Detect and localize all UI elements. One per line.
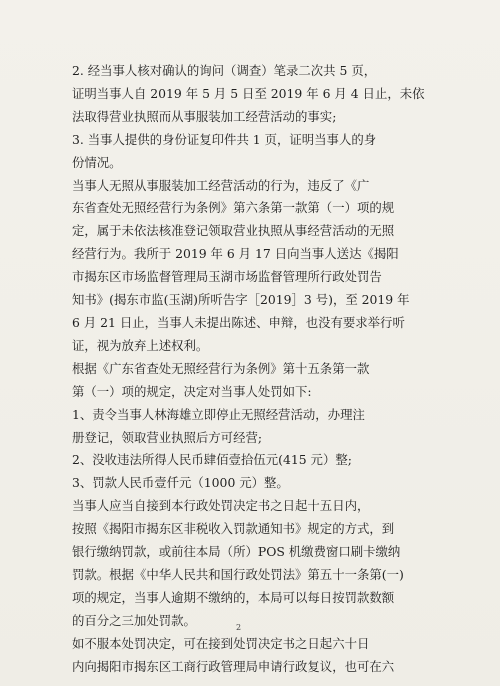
text-line: 定，属于未依法核准登记领取营业执照从事经营活动的无照 <box>72 223 395 239</box>
text-line: 3、罚款人民币壹仟元（1000 元）整。 <box>72 475 289 491</box>
text-line: 3. 当事人提供的身份证复印件共 1 页，证明当事人的身 <box>72 131 377 147</box>
text-line: 项的规定，当事人逾期不缴纳的，本局可以每日按罚款数额 <box>72 589 395 605</box>
text-line: 2、没收违法所得人民币肆佰壹拾伍元(415 元）整; <box>72 452 352 468</box>
text-line: 当事人应当自接到本行政处罚决定书之日起十五日内， <box>72 498 370 514</box>
text-line: 如不服本处罚决定，可在接到处罚决定书之日起六十日 <box>72 635 370 651</box>
text-line: 6 月 21 日止，当事人未提出陈述、申辩，也没有要求举行听 <box>72 314 405 330</box>
document-body <box>72 60 442 678</box>
text-line: 2. 经当事人核对确认的询问（调查）笔录二次共 5 页， <box>72 63 377 78</box>
text-line: 市揭东区市场监督管理局玉湖市场监督管理所行政处罚告 <box>72 269 382 285</box>
text-line: 内向揭阳市揭东区工商行政管理局申请行政复议，也可在六 <box>72 658 395 674</box>
text-line: 份情况。 <box>72 154 122 170</box>
text-line: 东省查处无照经营行为条例》第六条第一款第（一）项的规 <box>72 200 395 216</box>
text-line: 当事人无照从事服装加工经营活动的行为，违反了《广 <box>72 177 370 193</box>
text-line: 证明当事人自 2019 年 5 月 5 日至 2019 年 6 月 4 日止，未依 <box>72 85 425 101</box>
text-line: 册登记，领取营业执照后方可经营; <box>72 429 263 445</box>
text-line: 的百分之三加处罚款。 <box>72 612 196 628</box>
text-line: 第（一）项的规定，决定对当事人处罚如下: <box>72 383 312 399</box>
page-number: 2 <box>236 623 242 632</box>
text-line: 证，视为放弃上述权利。 <box>72 337 209 353</box>
text-line: 根据《广东省查处无照经营行为条例》第十五条第一款 <box>72 360 370 376</box>
text-line: 罚款。根据《中华人民共和国行政处罚法》第五十一条第(一) <box>72 566 404 582</box>
text-line: 1、责令当事人林海雄立即停止无照经营活动，办理注 <box>72 406 365 422</box>
text-line: 法取得营业执照而从事服装加工经营活动的事实; <box>72 108 337 124</box>
text-line: 按照《揭阳市揭东区非税收入罚款通知书》规定的方式，到 <box>72 521 395 537</box>
text-line: 银行缴纳罚款，或前往本局（所）POS 机缴费窗口刷卡缴纳 <box>72 544 401 560</box>
text-line: 经营行为。我所于 2019 年 6 月 17 日向当事人送达《揭阳 <box>72 246 399 262</box>
text-line: 知书》(揭东市监(玉湖)所听告字［2019］3 号)，至 2019 年 <box>72 292 410 308</box>
